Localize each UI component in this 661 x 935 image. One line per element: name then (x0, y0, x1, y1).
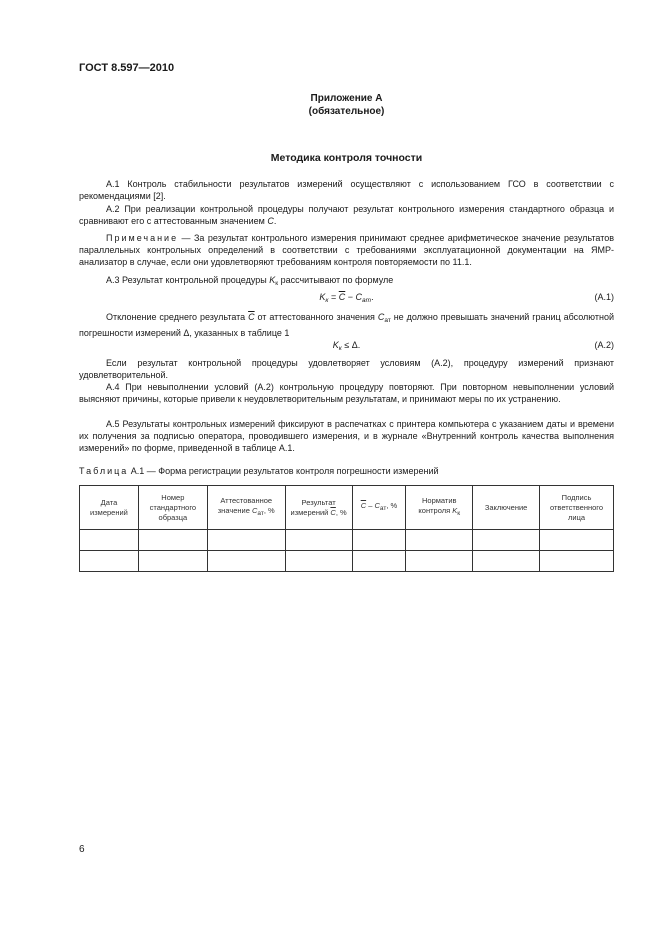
table-cell (80, 551, 139, 572)
equation-number-a1: (А.1) (594, 292, 614, 302)
paragraph-a5: А.5 Результаты контрольных измерений фиксируют в распечатках с принтера компьютера с указанием даты и времени их получения за подписью оператора, проводившего измерения, и в журнале «Внутренний контроль качества выполнения измерений» по форме, приведенной в таблице А.1. (79, 419, 614, 454)
col-signature: Подпись ответственного лица (540, 486, 614, 530)
appendix-status: (обязательное) (308, 106, 385, 117)
col-control-norm: Норматив контроля $K_к$ (406, 486, 473, 530)
table-cell (138, 551, 207, 572)
col-sample-number: Номер стандартного образца (138, 486, 207, 530)
col-difference: С – $С_{ат}$, % (352, 486, 406, 530)
table-cell (473, 530, 540, 551)
table-cell (540, 551, 614, 572)
paragraph-a4: А.4 При невыполнении условий (А.2) контрольную процедуру повторяют. При повторном невыполнении условий выясняют причины, которые привели к неудовлетворительным результатам, и принимают меры по их устранению. (79, 382, 614, 405)
table-cell (207, 530, 285, 551)
table-cell (406, 530, 473, 551)
col-certified-value: Аттестованное значение $С_{ат}$, % (207, 486, 285, 530)
table-caption: Таблица А.1 — Форма регистрации результатов контроля погрешности измерений (79, 466, 439, 476)
table-header-row (80, 486, 614, 530)
paragraph-a3: А.3 Результат контрольной процедуры $K_к$ рассчитывают по формуле (106, 275, 394, 287)
condition-paragraph: Если результат контрольной процедуры удовлетворяет условиям (А.2), процедуру измерений признают удовлетворительной. (79, 358, 614, 381)
table-cell (473, 551, 540, 572)
table-cell (80, 530, 139, 551)
note-label: Примечание (106, 233, 179, 243)
table-cell (138, 530, 207, 551)
table-cell (540, 530, 614, 551)
formula-a2: $K_к \le \Delta$. (А.2) (332, 340, 614, 352)
table-cell (285, 530, 352, 551)
table-cell (352, 530, 406, 551)
document-header: ГОСТ 8.597—2010 (79, 62, 175, 74)
col-date: Дата измерений (80, 486, 139, 530)
table-row (80, 551, 614, 572)
table-row (80, 530, 614, 551)
appendix-title: Приложение А (310, 93, 383, 104)
equation-number-a2: (А.2) (594, 340, 614, 350)
table-cell (352, 551, 406, 572)
table-cell (285, 551, 352, 572)
note-paragraph: Примечание — За результат контрольного измерения принимают среднее арифметическое значение результатов параллельных контрольных определений в соответствии с требованиями эксплуатационной документации на ЯМР-анализатор в случае, если они удовлетворяют требованиям контроля повторяемости по 11.1. (79, 233, 614, 268)
col-measurement-result: Результат измерений С, % (285, 486, 352, 530)
paragraph-a2: А.2 При реализации контрольной процедуры получают результат контрольного измерения стандартного образца и сравнивают его с аттестованным значением С. (79, 204, 614, 227)
formula-a1: $K_к = \overline{C} - C_{ат}$. (А.1) (319, 292, 614, 304)
section-title: Методика контроля точности (270, 152, 423, 164)
page-number: 6 (79, 844, 85, 855)
appendix-heading (79, 92, 614, 118)
registration-table (79, 485, 614, 572)
deviation-paragraph: Отклонение среднего результата С от аттестованного значения $С_{ат}$ не должно превышать значений границ абсолютной погрешности измерений Δ, указанных в таблице 1 (79, 312, 614, 339)
table-cell (406, 551, 473, 572)
table-cell (207, 551, 285, 572)
col-conclusion: Заключение (473, 486, 540, 530)
table-label: Таблица (79, 466, 129, 476)
paragraph-a1: А.1 Контроль стабильности результатов измерений осуществляют с использованием ГСО в соответствии с рекомендациями [2]. (79, 179, 614, 202)
